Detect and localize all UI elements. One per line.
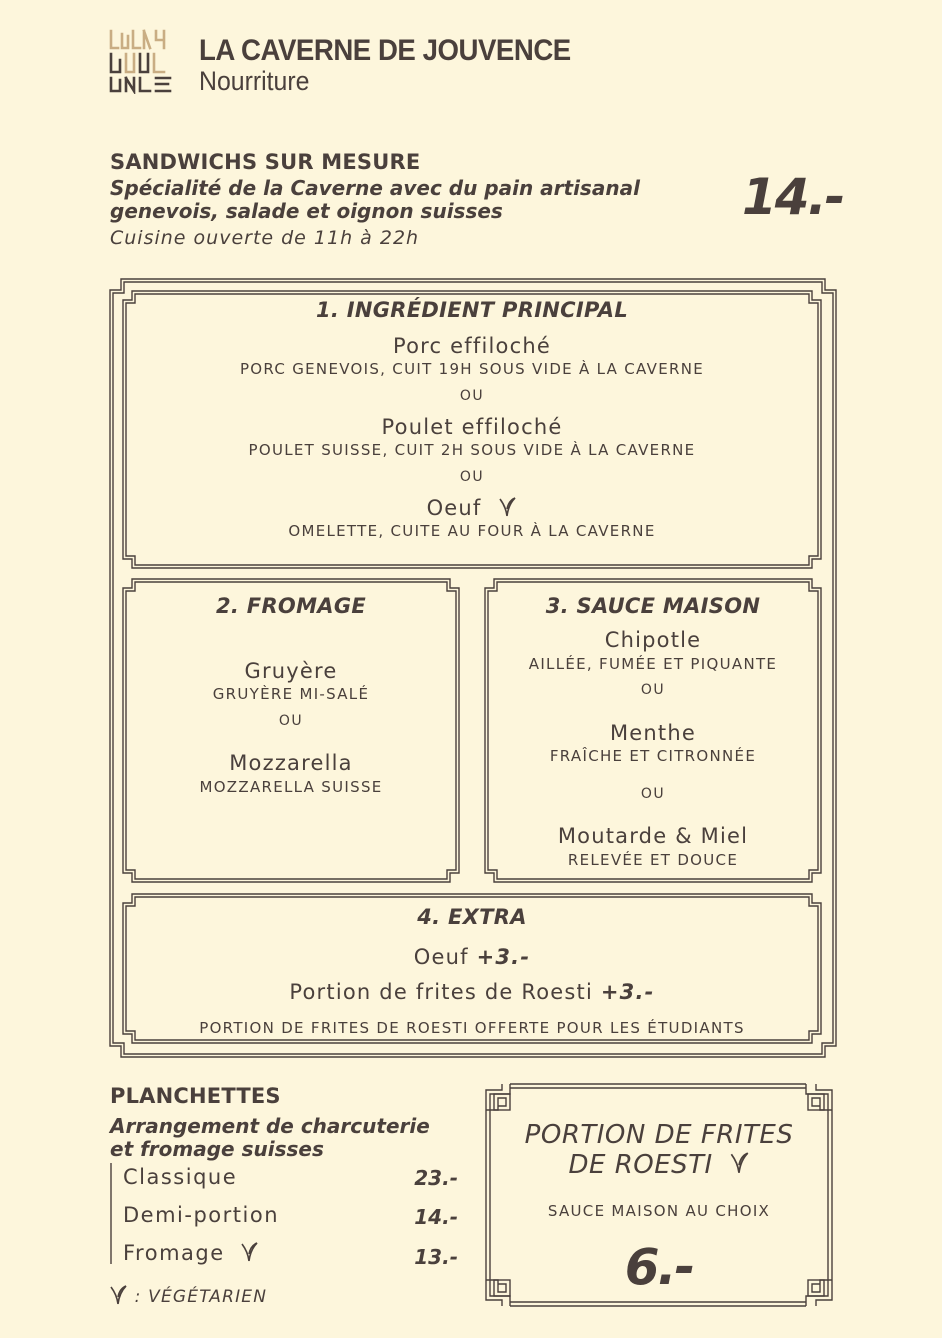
frites-title-line2-wrap [490,1150,828,1180]
item-poulet: Poulet effiloché [381,415,563,439]
item-chipotle: Chipotle [604,628,702,652]
vegetarian-leaf-icon [108,1284,128,1306]
planchettes-title: PLANCHETTES [110,1084,281,1108]
item-moutarde-miel: Moutarde & Miel [557,824,749,848]
planchette-fromage-label: Fromage [123,1241,225,1265]
sandwiches-hours: Cuisine ouverte de 11h à 22h [110,227,420,249]
planchette-fromage [123,1241,259,1265]
sandwiches-price: 14.- [742,168,844,226]
extra-oeuf-price: +3.- [476,945,531,969]
section-1-title: 1. INGRÉDIENT PRINCIPAL [315,298,628,322]
item-gruyere-desc: GRUYÈRE MI-SALÉ [212,685,370,703]
vegetarian-legend [108,1287,267,1307]
separator-ou: OU [640,682,666,698]
planchette-classique: Classique [123,1165,238,1189]
item-mozzarella-desc: MOZZARELLA SUISSE [199,778,383,796]
extra-frites [123,980,821,1004]
sandwiches-title: SANDWICHS SUR MESURE [110,150,421,174]
section-3-title: 3. SAUCE MAISON [545,594,761,618]
separator-ou: OU [459,469,485,485]
item-menthe-desc: FRAÎCHE ET CITRONNÉE [549,747,757,765]
frites-subtitle: SAUCE MAISON AU CHOIX [547,1202,771,1220]
item-oeuf-desc: OMELETTE, CUITE AU FOUR À LA CAVERNE [288,522,656,540]
planchettes-tagline-1: Arrangement de charcuterie [110,1114,430,1138]
item-menthe: Menthe [609,721,696,745]
separator-ou: OU [459,388,485,404]
extra-note: PORTION DE FRITES DE ROESTI OFFERTE POUR LES ÉTUDIANTS [199,1019,745,1037]
item-oeuf [123,496,821,520]
extra-oeuf [123,945,821,969]
planchette-demi-portion-price: 14.- [414,1205,458,1229]
item-oeuf-label: Oeuf [426,496,482,520]
item-mozzarella: Mozzarella [229,751,353,775]
separator-ou: OU [640,786,666,802]
vegetarian-leaf-icon [497,496,517,518]
frites-title-line1: PORTION DE FRITES [524,1120,794,1150]
frites-price: 6.- [624,1238,694,1296]
extra-frites-price: +3.- [600,980,655,1004]
item-porc-desc: PORC GENEVOIS, CUIT 19H SOUS VIDE À LA CAVERNE [239,360,705,378]
sandwiches-tagline-1: Spécialité de la Caverne avec du pain artisanal [110,176,640,200]
brand-title: LA CAVERNE DE JOUVENCE [199,34,571,67]
vegetarian-legend-label: : VÉGÉTARIEN [134,1287,268,1307]
vegetarian-leaf-icon [239,1241,259,1263]
extra-frites-label: Portion de frites de Roesti [289,980,593,1004]
frites-title-line2: DE ROESTI [568,1150,713,1180]
brand-subtitle: Nourriture [199,66,310,96]
planchettes-tagline-2: et fromage suisses [110,1137,324,1161]
sandwiches-tagline-2: genevois, salade et oignon suisses [110,199,503,223]
planchette-classique-price: 23.- [414,1166,458,1190]
section-2-title: 2. FROMAGE [216,594,366,618]
item-gruyere: Gruyère [244,659,338,683]
section-4-title: 4. EXTRA [417,905,527,929]
vegetarian-leaf-icon [728,1151,750,1175]
item-chipotle-desc: AILLÉE, FUMÉE ET PIQUANTE [528,655,778,673]
planchette-demi-portion: Demi-portion [123,1203,279,1227]
separator-ou: OU [278,713,304,729]
frites-title [490,1120,828,1180]
extra-oeuf-label: Oeuf [413,945,469,969]
item-porc: Porc effiloché [393,334,551,358]
planchette-fromage-price: 13.- [414,1245,458,1269]
item-moutarde-miel-desc: RELEVÉE ET DOUCE [567,851,739,869]
item-poulet-desc: POULET SUISSE, CUIT 2H SOUS VIDE À LA CAVERNE [248,441,696,459]
